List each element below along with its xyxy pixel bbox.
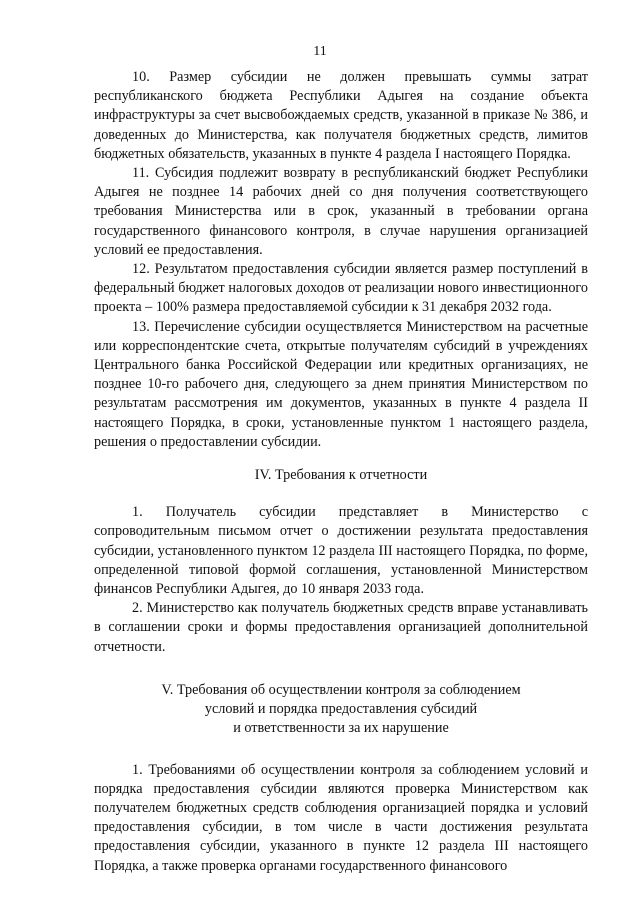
section-4-heading: IV. Требования к отчетности [254,467,428,484]
document-body [94,68,588,876]
paragraph-5-1: 1. Требованиями об осуществлении контроля за соблюдением условий и порядка предоставления субсидии являются проверка Министерством как получателем бюджетных средств соблюдения организацией порядка и условий предоставления субсидии, в том числе в части достижения результата предоставления субсидии, указанного в пункте 12 раздела III настоящего Порядка, а также проверка органами государственного финансового [94,761,588,874]
section-5-heading-line-1: V. Требования об осуществлении контроля за соблюдением [161,681,521,698]
paragraph-4-1: 1. Получатель субсидии представляет в Министерство с сопроводительным письмом отчет о достижении результата предоставления субсидии, установленного пунктом 12 раздела III настоящего Порядка, по форме, определенной типовой формой соглашения, установленной Министерством финансов Республики Адыгея, до 10 января 2033 года. [94,504,588,598]
paragraph-4-2: 2. Министерство как получатель бюджетных средств вправе устанавливать в соглашении сроки и формы предоставления организацией дополнительной отчетности. [94,600,588,655]
page-number: 11 [313,44,327,59]
section-5-heading [94,681,588,739]
paragraph-3-11: 11. Субсидия подлежит возврату в республиканский бюджет Республики Адыгея не позднее 14 рабочих дней со дня получения соответствующего требования Министерства или в срок, указанный в требовании органа государственного финансового контроля, в случае нарушения организацией условий ее предоставления. [94,165,588,258]
paragraph-3-10: 10. Размер субсидии не должен превышать суммы затрат республиканского бюджета Республики Адыгея на создание объекта инфраструктуры за счет высвобождаемых средств, указанной в приказе № 386, и доведенных до Министерства, как получателя бюджетных средств, лимитов бюджетных обязательств, указанных в пункте 4 раздела I настоящего Порядка. [94,69,588,162]
paragraph-3-13: 13. Перечисление субсидии осуществляется Министерством на расчетные или корреспондентские счета, открытые получателям субсидий в учреждениях Центрального банка Российской Федерации или кредитных организациях, не позднее 10-го рабочего дня, следующего за днем принятия Министерством по результатам рассмотрения им документов, указанных в пункте 4 раздела II настоящего Порядка, в сроки, установленные пунктом 1 настоящего раздела, решения о предоставлении субсидии. [94,318,588,450]
section-5-heading-line-3: и ответственности за их нарушение [233,720,449,737]
paragraph-3-12: 12. Результатом предоставления субсидии является размер поступлений в федеральный бюджет налоговых доходов от реализации нового инвестиционного проекта – 100% размера предоставляемой субсидии к 31 декабря 2032 года. [94,261,588,316]
section-5-heading-line-2: условий и порядка предоставления субсидий [204,701,478,718]
